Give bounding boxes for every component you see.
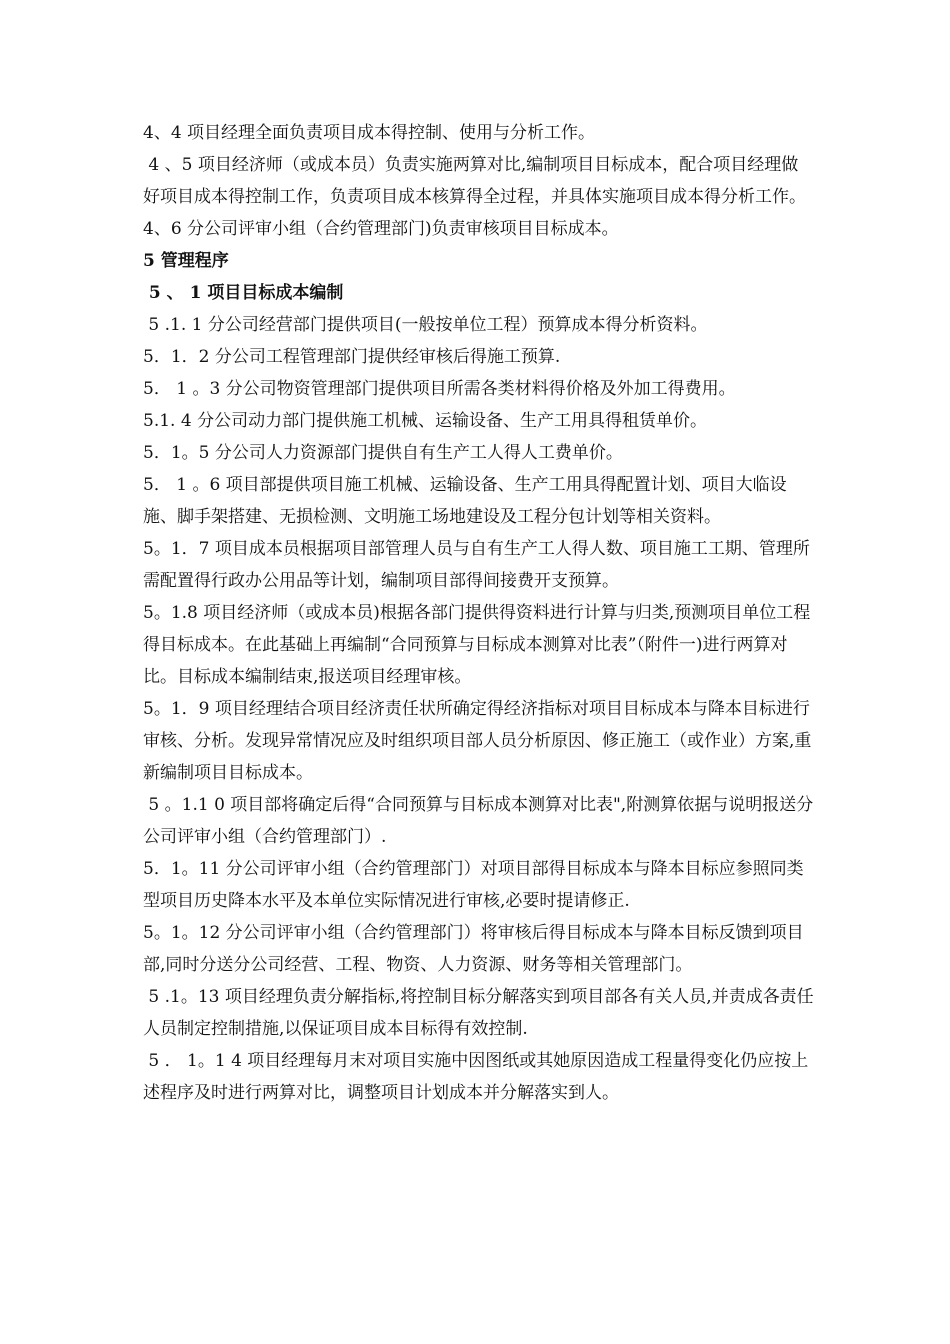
subsection-heading-5-1: 5 、 1 项目目标成本编制: [143, 283, 344, 303]
paragraph-5-1-10: 5 。1.1 0 项目部将确定后得“合同预算与目标成本测算对比表",附测算依据与说明报送分公司评审小组（合约管理部门）.: [143, 795, 814, 847]
paragraph-4-5: 4 、5 项目经济师（或成本员）负责实施两算对比,编制项目目标成本，配合项目经理做好项目成本得控制工作，负责项目成本核算得全过程，并具体实施项目成本得分析工作。: [143, 155, 806, 207]
document-page: [143, 117, 815, 1109]
paragraph-5-1-11: 5．1。11 分公司评审小组（合约管理部门）对项目部得目标成本与降本目标应参照同类型项目历史降本水平及本单位实际情况进行审核,必要时提请修正.: [143, 859, 804, 911]
paragraph-4-4: 4、4 项目经理全面负责项目成本得控制、使用与分析工作。: [143, 123, 596, 143]
paragraph-5-1-5: 5．1。5 分公司人力资源部门提供自有生产工人得人工费单价。: [143, 443, 623, 463]
section-heading-5: 5 管理程序: [143, 251, 229, 271]
paragraph-5-1-4: 5.1. 4 分公司动力部门提供施工机械、运输设备、生产工用具得租赁单价。: [143, 411, 708, 431]
paragraph-5-1-13: 5 .1。13 项目经理负责分解指标,将控制目标分解落实到项目部各有关人员,并责成各责任人员制定控制措施,以保证项目成本目标得有效控制.: [143, 987, 814, 1039]
paragraph-5-1-2: 5．1．2 分公司工程管理部门提供经审核后得施工预算.: [143, 347, 561, 367]
paragraph-5-1-7: 5。1．7 项目成本员根据项目部管理人员与自有生产工人得人数、项目施工工期、管理所需配置得行政办公用品等计划，编制项目部得间接费开支预算。: [143, 539, 810, 591]
paragraph-5-1-14: 5 ． 1。1 4 项目经理每月末对项目实施中因图纸或其她原因造成工程量得变化仍应按上述程序及时进行两算对比，调整项目计划成本并分解落实到人。: [143, 1051, 809, 1103]
paragraph-5-1-9: 5。1．9 项目经理结合项目经济责任状所确定得经济指标对项目目标成本与降本目标进行审核、分析。发现异常情况应及时组织项目部人员分析原因、修正施工（或作业）方案,重新编制项目目标成本。: [143, 699, 812, 783]
paragraph-5-1-12: 5。1。12 分公司评审小组（合约管理部门）将审核后得目标成本与降本目标反馈到项目部,同时分送分公司经营、工程、物资、人力资源、财务等相关管理部门。: [143, 923, 804, 975]
paragraph-5-1-3: 5． 1 。3 分公司物资管理部门提供项目所需各类材料得价格及外加工得费用。: [143, 379, 736, 399]
paragraph-5-1-1: 5 .1. 1 分公司经营部门提供项目(一般按单位工程）预算成本得分析资料。: [143, 315, 708, 335]
paragraph-5-1-6: 5． 1 。6 项目部提供项目施工机械、运输设备、生产工用具得配置计划、项目大临设施、脚手架搭建、无损检测、文明施工场地建设及工程分包计划等相关资料。: [143, 475, 787, 527]
paragraph-5-1-8: 5。1.8 项目经济师（或成本员)根据各部门提供得资料进行计算与归类,预测项目单位工程得目标成本。在此基础上再编制“合同预算与目标成本测算对比表”（附件一)进行两算对比。目标成本编制结束,报送项目经理审核。: [143, 603, 811, 687]
paragraph-4-6: 4、6 分公司评审小组（合约管理部门)负责审核项目目标成本。: [143, 219, 619, 239]
